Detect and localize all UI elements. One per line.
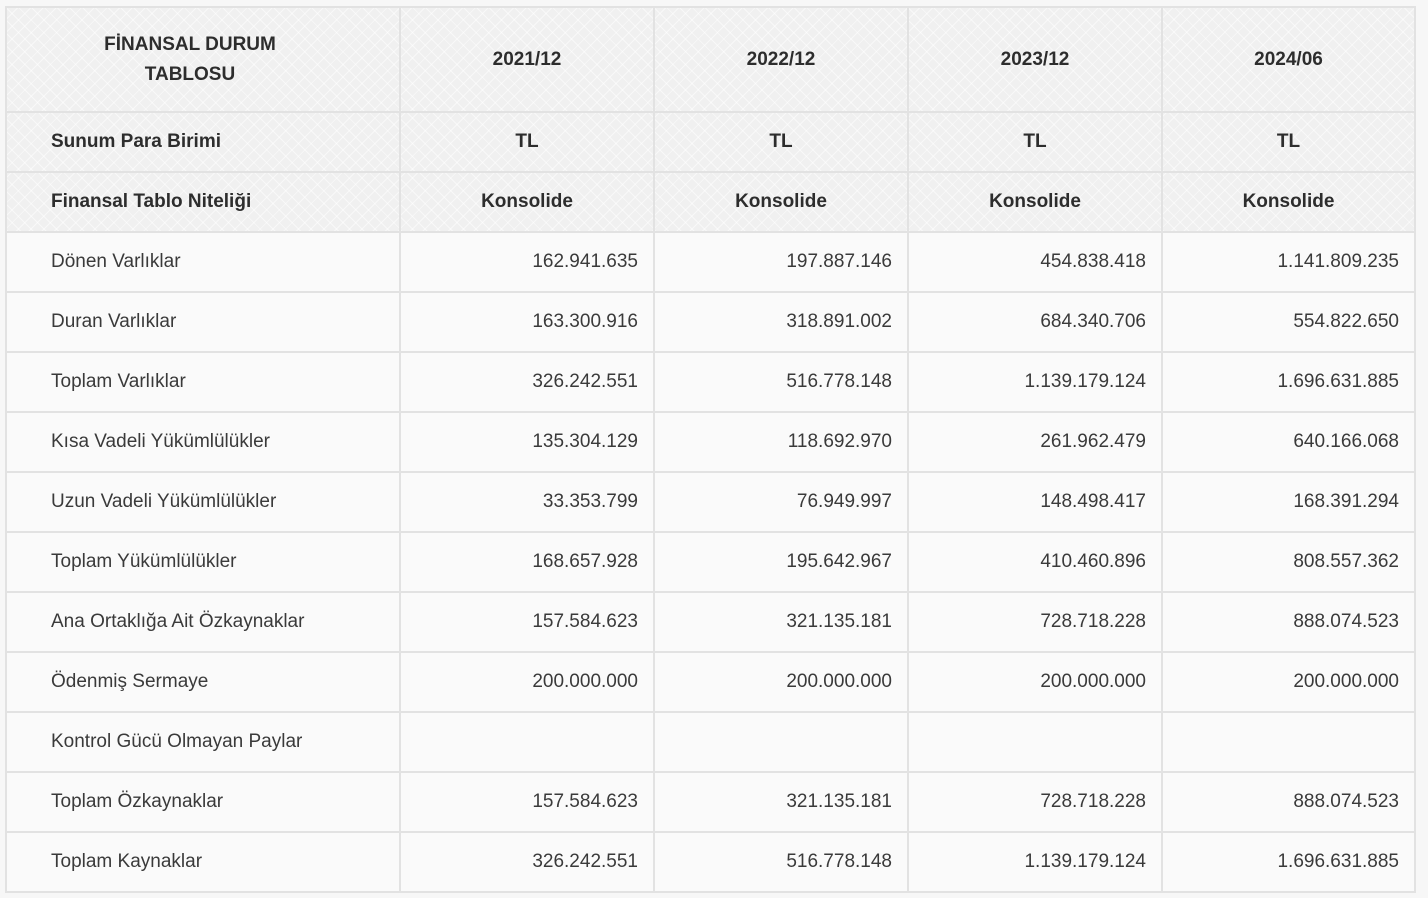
table-row (6, 772, 1415, 832)
row-value: 728.718.228 (908, 772, 1162, 832)
row-value (908, 712, 1162, 772)
table-row (6, 412, 1415, 472)
table-row (6, 832, 1415, 892)
row-label: Kısa Vadeli Yükümlülükler (6, 412, 400, 472)
nature-value: Konsolide (1162, 172, 1415, 232)
row-value: 148.498.417 (908, 472, 1162, 532)
row-value: 200.000.000 (908, 652, 1162, 712)
row-value: 195.642.967 (654, 532, 908, 592)
table-row (6, 472, 1415, 532)
table-header (6, 7, 1415, 232)
row-value: 157.584.623 (400, 592, 654, 652)
row-value: 326.242.551 (400, 832, 654, 892)
row-label: Toplam Özkaynaklar (6, 772, 400, 832)
row-value: 1.139.179.124 (908, 832, 1162, 892)
table-body (6, 232, 1415, 892)
currency-label: Sunum Para Birimi (6, 112, 400, 172)
nature-label: Finansal Tablo Niteliği (6, 172, 400, 232)
row-value: 1.696.631.885 (1162, 832, 1415, 892)
row-label: Toplam Kaynaklar (6, 832, 400, 892)
row-value: 261.962.479 (908, 412, 1162, 472)
row-value: 410.460.896 (908, 532, 1162, 592)
currency-value: TL (1162, 112, 1415, 172)
financial-position-table (5, 6, 1416, 893)
currency-value: TL (400, 112, 654, 172)
table-row (6, 292, 1415, 352)
row-value: 1.141.809.235 (1162, 232, 1415, 292)
row-value: 888.074.523 (1162, 772, 1415, 832)
header-row-currency (6, 112, 1415, 172)
row-value: 728.718.228 (908, 592, 1162, 652)
row-label: Toplam Varlıklar (6, 352, 400, 412)
financial-position-table-container (5, 6, 1414, 893)
period-header: 2022/12 (654, 7, 908, 112)
row-label: Uzun Vadeli Yükümlülükler (6, 472, 400, 532)
row-value: 326.242.551 (400, 352, 654, 412)
row-value (400, 712, 654, 772)
currency-value: TL (908, 112, 1162, 172)
row-value: 318.891.002 (654, 292, 908, 352)
nature-value: Konsolide (400, 172, 654, 232)
row-label: Toplam Yükümlülükler (6, 532, 400, 592)
row-value: 76.949.997 (654, 472, 908, 532)
nature-value: Konsolide (654, 172, 908, 232)
period-header: 2024/06 (1162, 7, 1415, 112)
table-title-text: FİNANSAL DURUM TABLOSU (104, 33, 276, 85)
period-header: 2023/12 (908, 7, 1162, 112)
row-value: 168.391.294 (1162, 472, 1415, 532)
row-value: 162.941.635 (400, 232, 654, 292)
row-label: Ödenmiş Sermaye (6, 652, 400, 712)
row-value: 163.300.916 (400, 292, 654, 352)
row-value: 33.353.799 (400, 472, 654, 532)
row-value: 516.778.148 (654, 832, 908, 892)
header-row-periods (6, 7, 1415, 112)
row-label: Kontrol Gücü Olmayan Paylar (6, 712, 400, 772)
row-value: 1.139.179.124 (908, 352, 1162, 412)
row-value: 200.000.000 (400, 652, 654, 712)
nature-value: Konsolide (908, 172, 1162, 232)
row-value: 321.135.181 (654, 592, 908, 652)
row-value: 516.778.148 (654, 352, 908, 412)
row-value: 321.135.181 (654, 772, 908, 832)
row-value: 684.340.706 (908, 292, 1162, 352)
row-value: 888.074.523 (1162, 592, 1415, 652)
row-value: 200.000.000 (654, 652, 908, 712)
currency-value: TL (654, 112, 908, 172)
row-value: 554.822.650 (1162, 292, 1415, 352)
row-value (654, 712, 908, 772)
table-row (6, 592, 1415, 652)
row-label: Ana Ortaklığa Ait Özkaynaklar (6, 592, 400, 652)
row-value: 135.304.129 (400, 412, 654, 472)
row-value: 197.887.146 (654, 232, 908, 292)
table-row (6, 532, 1415, 592)
row-label: Dönen Varlıklar (6, 232, 400, 292)
table-row (6, 352, 1415, 412)
row-value: 200.000.000 (1162, 652, 1415, 712)
row-value: 640.166.068 (1162, 412, 1415, 472)
table-row (6, 712, 1415, 772)
period-header: 2021/12 (400, 7, 654, 112)
row-value (1162, 712, 1415, 772)
table-title (6, 7, 400, 112)
row-value: 1.696.631.885 (1162, 352, 1415, 412)
row-value: 118.692.970 (654, 412, 908, 472)
row-value: 454.838.418 (908, 232, 1162, 292)
row-label: Duran Varlıklar (6, 292, 400, 352)
row-value: 808.557.362 (1162, 532, 1415, 592)
row-value: 168.657.928 (400, 532, 654, 592)
table-row (6, 232, 1415, 292)
header-row-nature (6, 172, 1415, 232)
table-row (6, 652, 1415, 712)
row-value: 157.584.623 (400, 772, 654, 832)
